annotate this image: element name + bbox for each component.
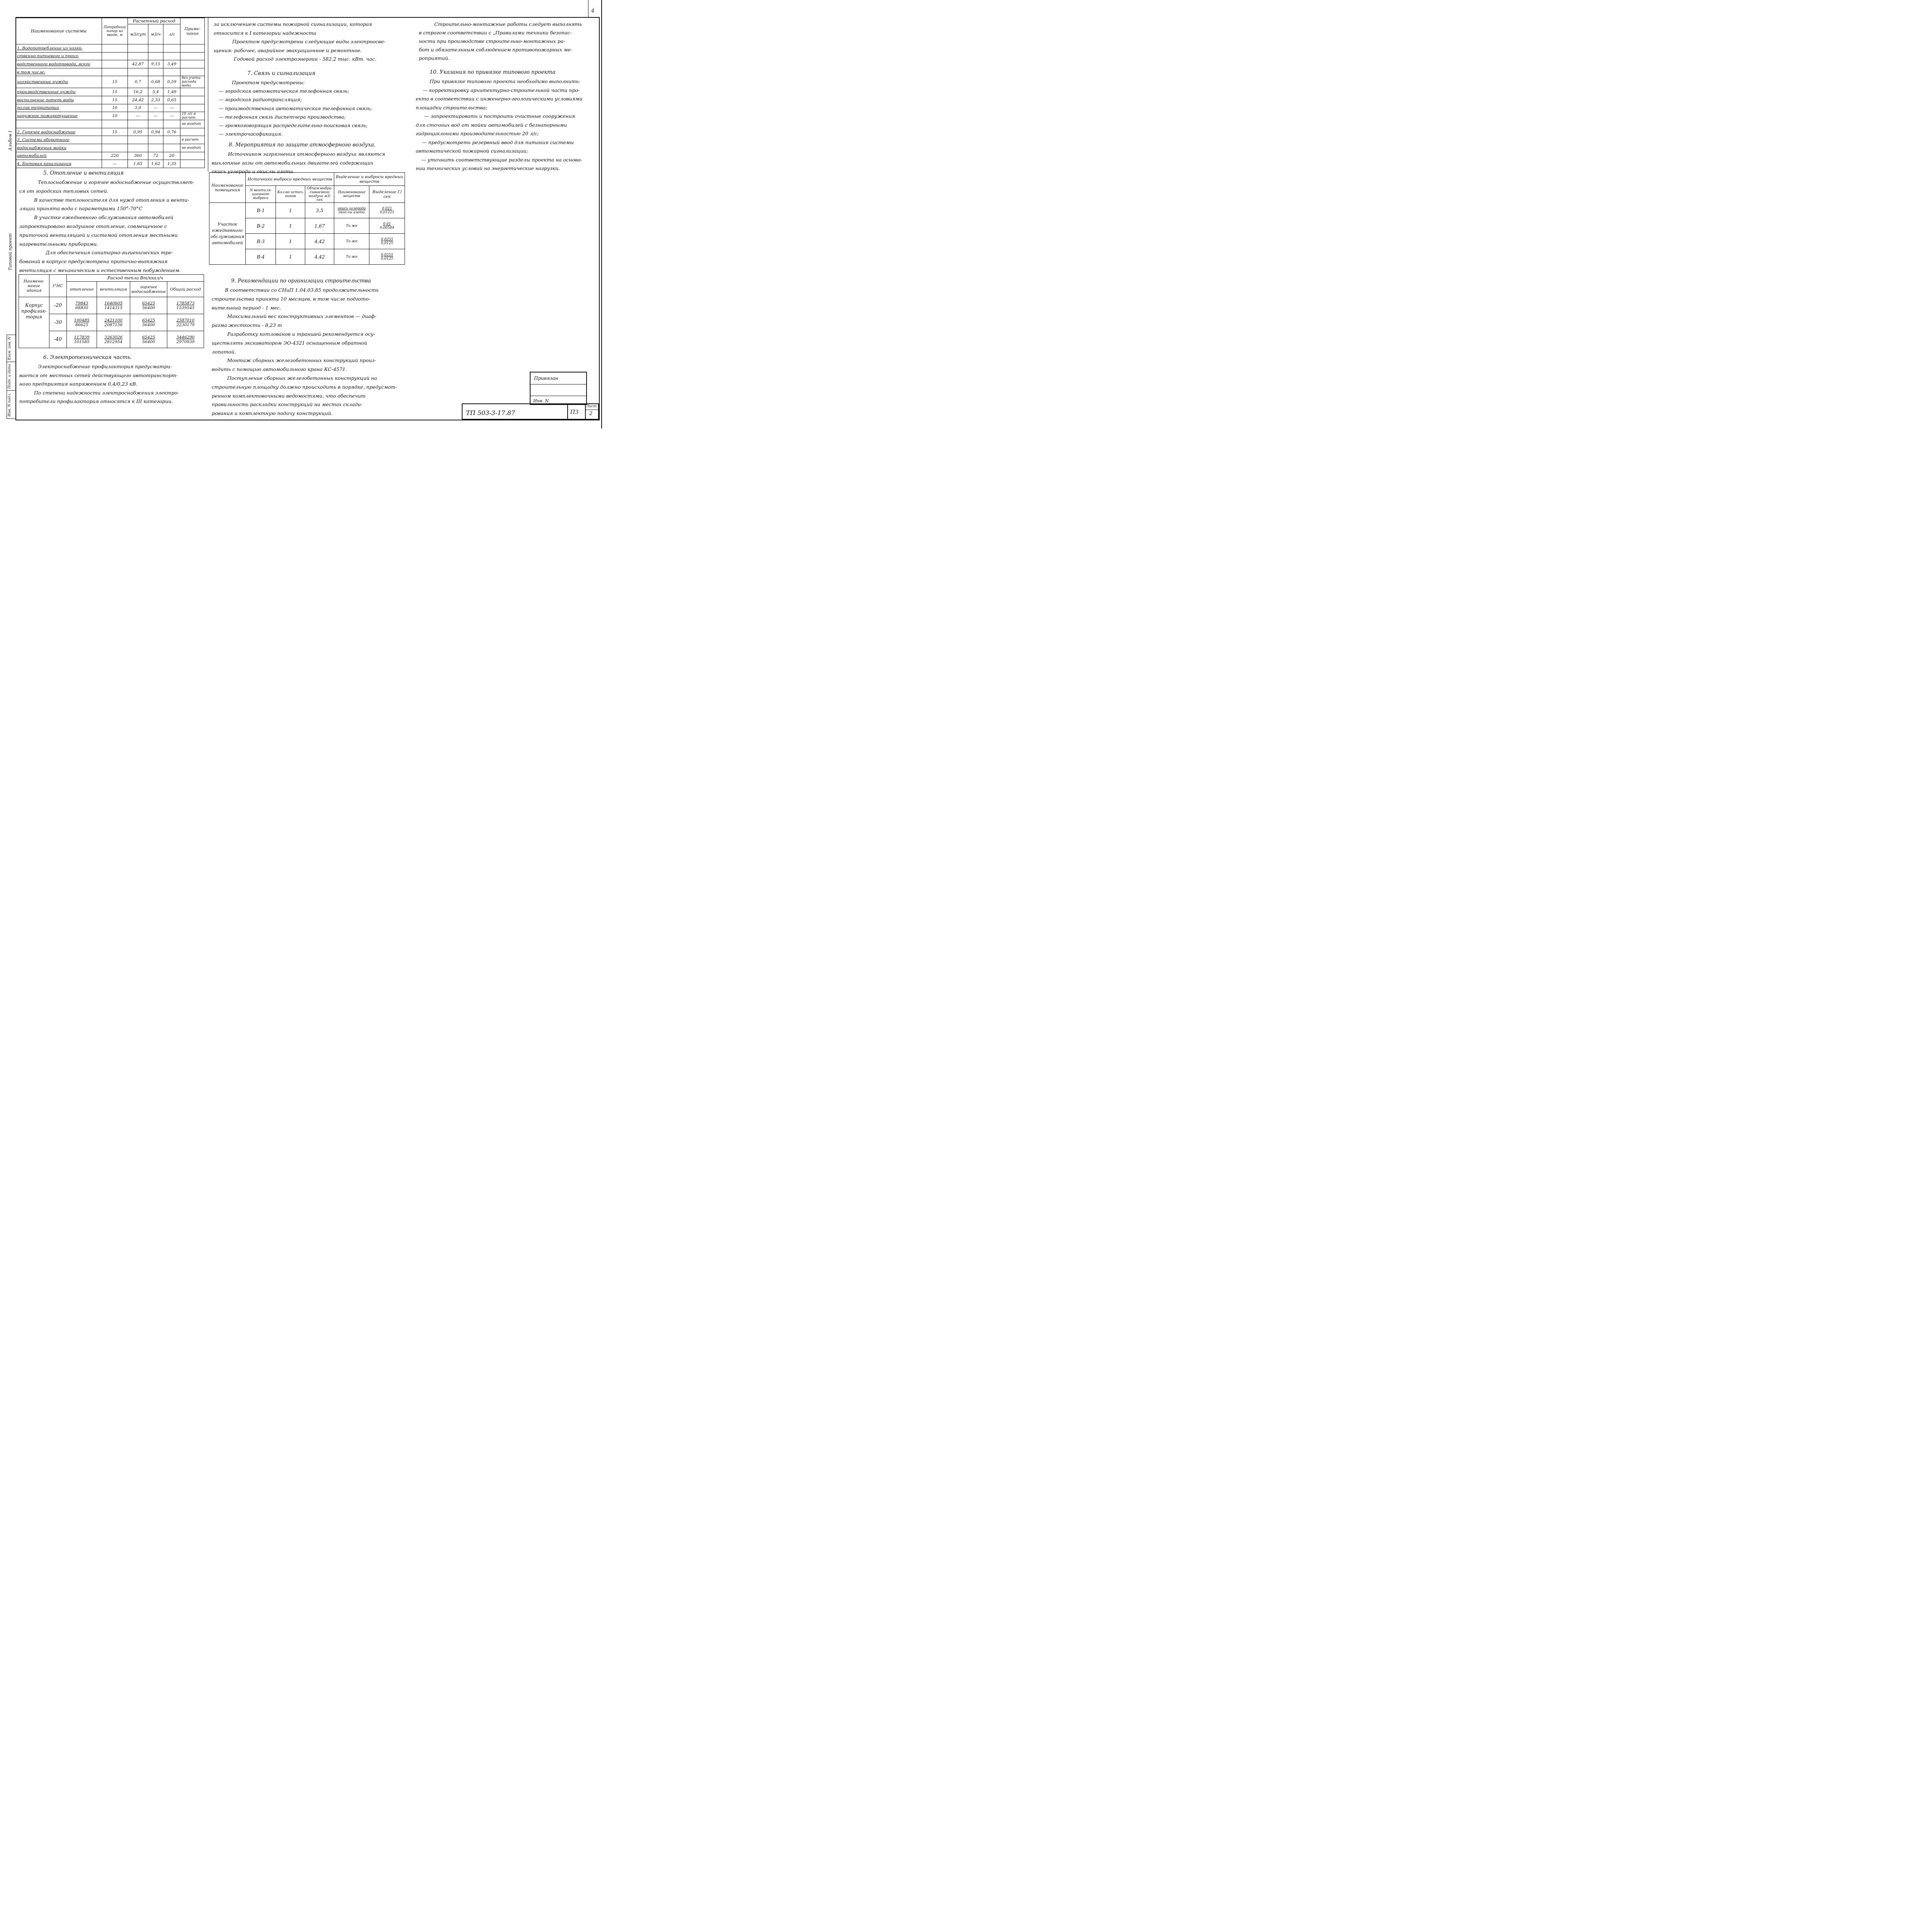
wt-cell-hour bbox=[148, 44, 163, 53]
ht-value-lower: 101585 bbox=[74, 339, 90, 344]
ht-cell-vent bbox=[97, 314, 130, 331]
at-cell-qty: 1 bbox=[276, 234, 305, 249]
table-row bbox=[16, 152, 205, 160]
table-row bbox=[16, 128, 205, 136]
s9-line: рования и комплектную подачу конструкций. bbox=[212, 410, 333, 417]
ht-cell-hot bbox=[130, 331, 167, 348]
at-cell-vol: 4,42 bbox=[305, 234, 334, 249]
wt-cell-head: 15 bbox=[102, 88, 128, 96]
wt-cell-name: наружное пожаротушение bbox=[16, 112, 102, 120]
s10-line: — предусмотреть резервный ввод для питания системы bbox=[422, 139, 574, 145]
wt-cell-note: без учета расхода воды bbox=[180, 76, 205, 88]
wt-cell-hour: 0,94 bbox=[148, 128, 163, 136]
wt-header-name: Наименование системы bbox=[16, 18, 102, 44]
wt-header-flow: Расчетный расход bbox=[128, 18, 180, 24]
at-rate-value: 0,0255 bbox=[381, 253, 393, 257]
at-cell-qty: 1 bbox=[276, 203, 305, 218]
wt-cell-name: в том числе: bbox=[16, 68, 102, 76]
table-row bbox=[16, 160, 205, 168]
s9-line: Поступление сборных железобетонных конструкций на bbox=[227, 375, 377, 381]
sheet-number: 2 bbox=[589, 411, 593, 417]
s7-line: — городская автоматическая телефонная связь; bbox=[219, 88, 349, 94]
wt-cell-name: водоснабжения мойки bbox=[16, 144, 102, 152]
s8-line: Источником загрязнения атмосферного воздуха являются bbox=[228, 151, 385, 157]
wt-header-note: Приме- чание bbox=[180, 18, 205, 44]
s10-line: — уточнить соответствующие разделы проекта на основа- bbox=[421, 156, 582, 163]
ht-cell-vent bbox=[97, 331, 130, 348]
at-header-num: N вентиля- ционного выброса bbox=[246, 186, 276, 203]
s9-line: Монтаж сборных железобетонных конструкций произ- bbox=[227, 357, 376, 364]
s9-line: правильность раскладки конструкций на местах склади- bbox=[212, 401, 363, 408]
s10-line: для сточных вод от мойки автомобилей с безнапорными bbox=[416, 122, 567, 128]
wt-cell-sec: 0,65 bbox=[163, 96, 180, 104]
wt-cell-head bbox=[102, 120, 128, 128]
wt-cell-name bbox=[16, 120, 102, 128]
ht-cell-heat bbox=[67, 314, 97, 331]
wt-cell-head bbox=[102, 52, 128, 60]
s7-line: — громкоговорящая распределительно-поисковая связь; bbox=[219, 122, 368, 128]
s10-line: — корректировку архитектурно-строительной части про- bbox=[423, 87, 580, 93]
table-row bbox=[16, 68, 205, 76]
wt-cell-hour bbox=[148, 144, 163, 152]
stamp-sign-date: Подп. и дата bbox=[8, 364, 12, 389]
c2top-line: относится к I категории надежности bbox=[214, 30, 316, 36]
wt-cell-sec: 0,76 bbox=[163, 128, 180, 136]
s9-line: Разработку котлованов и траншей рекомендуется осу- bbox=[227, 331, 375, 337]
wt-cell-name: восполнение потерь воды bbox=[16, 96, 102, 104]
wt-cell-note bbox=[180, 52, 205, 60]
wt-cell-sec: 0,59 bbox=[163, 76, 180, 88]
wt-cell-note bbox=[180, 160, 205, 168]
ht-header-name: Наимено- вание здания bbox=[19, 275, 49, 297]
table-row bbox=[16, 76, 205, 88]
ht-cell-t: -40 bbox=[49, 331, 66, 348]
at-cell-subst bbox=[334, 203, 369, 218]
margin-album: Альбом I bbox=[8, 131, 13, 151]
wt-cell-sec: — bbox=[163, 104, 180, 112]
wt-cell-name: водственного водопровода, всего bbox=[16, 60, 102, 68]
wt-cell-sec: — bbox=[163, 112, 180, 120]
at-header-qty: Кол-во источ- ников bbox=[276, 186, 305, 203]
stamp-replace-inv: Взам. инв. N bbox=[8, 337, 12, 360]
wt-cell-head bbox=[102, 44, 128, 53]
s7-title: 7. Связь и сигнализация bbox=[247, 70, 316, 77]
s5-line: нагревательными приборами. bbox=[19, 241, 99, 247]
ht-value-upper: 3446290 bbox=[176, 335, 195, 340]
wt-cell-day: 16,2 bbox=[128, 88, 148, 96]
doc-section: ПЗ bbox=[570, 409, 578, 415]
at-cell-subst bbox=[334, 234, 369, 249]
ht-value-upper: 79843 bbox=[75, 301, 88, 306]
wt-header-m3day: м3/сут bbox=[128, 24, 148, 44]
table-row bbox=[16, 52, 205, 60]
wt-cell-hour: 5,4 bbox=[148, 88, 163, 96]
at-subst-name: То же bbox=[346, 239, 358, 243]
wt-cell-name: ственно-питьевого и произ- bbox=[16, 52, 102, 60]
wt-cell-day: 1,65 bbox=[128, 160, 148, 168]
s10-line: площадки строительства; bbox=[416, 104, 488, 111]
s6-title: 6. Электротехническая часть. bbox=[43, 354, 132, 361]
wt-header-head: Потребный напор на вводе, м bbox=[102, 18, 128, 44]
wt-cell-sec bbox=[163, 68, 180, 76]
wt-cell-sec bbox=[163, 52, 180, 60]
ht-cell-total bbox=[167, 297, 204, 314]
s10-line: екта в соответствии с инженерно-геологическими условиями bbox=[416, 96, 583, 102]
wt-cell-day bbox=[128, 68, 148, 76]
at-header-subst: Наименование веществ bbox=[334, 186, 369, 203]
c2top-line: за исключением системы пожарной сигнализации, которая bbox=[214, 21, 372, 27]
at-header-rate: Выделение Г/сек bbox=[369, 186, 405, 203]
ht-value-upper: 1785873 bbox=[176, 301, 195, 306]
ht-value-upper: 65425 bbox=[142, 301, 155, 306]
s5-line: ся от городских тепловых сетей. bbox=[19, 188, 109, 194]
wt-cell-hour: — bbox=[148, 104, 163, 112]
water-table bbox=[15, 18, 205, 168]
wt-cell-head: 15 bbox=[102, 128, 128, 136]
heat-table bbox=[19, 274, 204, 348]
wt-cell-sec: 20 bbox=[163, 152, 180, 160]
ht-value-lower: 2087156 bbox=[104, 322, 123, 327]
s7-line: — электрочасофикация. bbox=[219, 131, 283, 137]
wt-cell-name: автомобилей bbox=[16, 152, 102, 160]
wt-cell-sec bbox=[163, 144, 180, 152]
s5-title: 5. Отопление и вентиляция bbox=[43, 170, 124, 176]
s10-line: — запроектировать и построить очистные сооружения bbox=[424, 113, 575, 119]
c3top-line: в строгом соответствии с „Правилами техники безопас- bbox=[419, 30, 572, 36]
ht-header-hot: горячее водоснабжение bbox=[130, 282, 167, 297]
at-rate-value: 0,00584 bbox=[380, 226, 395, 230]
s6-line: вается от местных сетей действующего автотранспорт- bbox=[19, 372, 178, 378]
wt-cell-note bbox=[180, 68, 205, 76]
s7-line: Проектом предусмотрены: bbox=[232, 80, 305, 85]
at-subst-name: То же bbox=[346, 224, 358, 228]
at-cell-rate bbox=[369, 203, 405, 218]
s7-line: — производственная автоматическая телефонная связь; bbox=[219, 105, 372, 111]
ht-header-total: Общий расход bbox=[167, 282, 204, 297]
ht-value-lower: 1539545 bbox=[176, 305, 195, 310]
at-cell-subst bbox=[334, 249, 369, 265]
s10-line: гидроциклонами производительностью 20 л/с; bbox=[416, 131, 539, 136]
ht-header-flow: Расход тепла Вт/ккал/ч bbox=[67, 275, 204, 282]
table-row bbox=[19, 297, 204, 314]
wt-cell-name: 2. Горячее водоснабжение bbox=[16, 128, 102, 136]
at-subst-name: То же bbox=[346, 255, 358, 259]
at-cell-num: В-2 bbox=[246, 218, 276, 234]
s9-line: строительства принята 10 месяцев, в том числе подгото- bbox=[212, 296, 371, 302]
s5-line: В качестве теплоносителя для нужд отопления и венти- bbox=[34, 197, 189, 203]
at-subst-name: окись углерода bbox=[338, 206, 366, 211]
ht-cell-heat bbox=[67, 331, 97, 348]
at-cell-vol: 1,67 bbox=[305, 218, 334, 234]
s6-line: ного предприятия напряжением 0,4/0,23 кВ. bbox=[19, 381, 138, 387]
corner-number: 4 bbox=[591, 8, 595, 14]
air-table bbox=[209, 172, 405, 265]
margin-type-project: Типовой проект bbox=[8, 233, 13, 270]
at-cell-subst bbox=[334, 218, 369, 234]
s5-line: бований в корпусе предусмотрена приточно-вытяжная bbox=[19, 259, 168, 265]
bound-label: Привязан bbox=[534, 376, 558, 381]
ht-cell-total bbox=[167, 331, 204, 348]
wt-cell-note: 10 л/с в расчет bbox=[180, 112, 205, 120]
s9-title: 9. Рекомендации по организации строительства bbox=[231, 278, 371, 284]
s9-line: ществлять экскаватором ЭО-4321 оснащенным обратной bbox=[212, 340, 367, 346]
wt-cell-sec bbox=[163, 136, 180, 144]
document-page bbox=[0, 0, 604, 429]
ht-value-lower: 56400 bbox=[142, 305, 155, 310]
wt-cell-hour bbox=[148, 136, 163, 144]
s9-line: вительный период - 1 мес. bbox=[212, 304, 281, 311]
at-cell-num: В-1 bbox=[246, 203, 276, 218]
wt-cell-day: 24,42 bbox=[128, 96, 148, 104]
ht-cell-t: -30 bbox=[49, 314, 66, 331]
wt-header-m3h: м3/ч bbox=[148, 24, 163, 44]
wt-cell-sec: 1,35 bbox=[163, 160, 180, 168]
wt-cell-day: 0,7 bbox=[128, 76, 148, 88]
ht-header-heat: отопление bbox=[67, 282, 97, 297]
wt-cell-note bbox=[180, 128, 205, 136]
c3top-line: ности при производстве строительно-монтажных ра- bbox=[419, 38, 565, 44]
wt-cell-hour: 1,62 bbox=[148, 160, 163, 168]
s6-line: Электроснабжение профилактория предусматри- bbox=[38, 364, 172, 369]
at-rate-value: 0,01225 bbox=[380, 210, 395, 214]
table-row bbox=[16, 44, 205, 53]
at-rate-value: 0,0125 bbox=[381, 257, 393, 261]
c2top-line: щения: рабочее, аварийное эвакуационное и ремонтное. bbox=[214, 47, 362, 53]
right-edge-line bbox=[601, 0, 602, 429]
at-header-sources: Источники выброса вредных веществ bbox=[246, 173, 334, 186]
wt-cell-name: 3. Система оборотного bbox=[16, 136, 102, 144]
wt-cell-head: 10 bbox=[102, 112, 128, 120]
doc-code: ТП 503-3-17.87 bbox=[466, 409, 515, 417]
wt-cell-hour bbox=[148, 120, 163, 128]
ht-value-lower: 56400 bbox=[142, 339, 155, 344]
wt-cell-head bbox=[102, 60, 128, 68]
ht-cell-heat bbox=[67, 297, 97, 314]
sheet-label: Лист bbox=[586, 405, 597, 408]
at-cell-qty: 1 bbox=[276, 249, 305, 265]
wt-cell-hour: 2,33 bbox=[148, 96, 163, 104]
ht-header-t: t°НС bbox=[49, 275, 66, 297]
table-row bbox=[16, 60, 205, 68]
wt-cell-note: не входит bbox=[180, 120, 205, 128]
ht-cell-total bbox=[167, 314, 204, 331]
stamp-inv-orig: Инв. N подл. bbox=[8, 393, 12, 417]
s8-line: окись углерода и окислы азота. bbox=[212, 168, 294, 174]
ht-value-upper: 65425 bbox=[142, 335, 155, 340]
s10-line: автоматической пожарной сигнализации; bbox=[416, 148, 528, 154]
wt-cell-day: 3,0 bbox=[128, 104, 148, 112]
s10-line: нии технических условий на энергетические нагрузки. bbox=[416, 165, 560, 171]
at-rate-value: 0,0125 bbox=[381, 241, 393, 245]
at-subst-name: окислы азота bbox=[338, 210, 365, 214]
table-row bbox=[16, 112, 205, 120]
at-cell-vol: 4,42 bbox=[305, 249, 334, 265]
s9-line: водить с помощью автомобильного крана КС-4571. bbox=[212, 366, 347, 372]
wt-cell-name: хозяйственные нужды bbox=[16, 76, 102, 88]
wt-cell-note bbox=[180, 104, 205, 112]
table-row bbox=[209, 203, 405, 218]
table-row bbox=[16, 104, 205, 112]
wt-cell-day: 0,95 bbox=[128, 128, 148, 136]
ht-header-vent: вентиляция bbox=[97, 282, 130, 297]
ht-cell-hot bbox=[130, 297, 167, 314]
at-cell-rate bbox=[369, 234, 405, 249]
wt-cell-note bbox=[180, 96, 205, 104]
wt-cell-day bbox=[128, 44, 148, 53]
at-cell-qty: 1 bbox=[276, 218, 305, 234]
wt-cell-day: — bbox=[128, 112, 148, 120]
ht-value-upper: 117839 bbox=[74, 335, 90, 340]
s9-line: Максимальный вес конструктивных элементов — диаф- bbox=[227, 313, 376, 320]
at-room: Участок ежедневного обслуживания автомобилей bbox=[209, 203, 246, 265]
at-header-emis: Выделение и выбросы вредных веществ bbox=[334, 173, 405, 186]
inv-label: Инв. N bbox=[533, 398, 549, 403]
wt-cell-head: 15 bbox=[102, 96, 128, 104]
wt-cell-hour: 0,68 bbox=[148, 76, 163, 88]
wt-cell-hour bbox=[148, 68, 163, 76]
s8-line: выхлопные газы от автомобильных двигателей содержащих bbox=[212, 160, 374, 166]
wt-cell-day: 42,87 bbox=[128, 60, 148, 68]
at-cell-rate bbox=[369, 249, 405, 265]
at-cell-rate bbox=[369, 218, 405, 234]
wt-cell-hour: 72 bbox=[148, 152, 163, 160]
wt-cell-note: в расчет bbox=[180, 136, 205, 144]
wt-cell-day bbox=[128, 136, 148, 144]
s5-line: приточной вентиляцией и системой отопления местными bbox=[19, 232, 178, 238]
ht-value-lower: 2970939 bbox=[176, 339, 195, 344]
ht-value-upper: 100485 bbox=[74, 318, 90, 323]
wt-header-ls: л/с bbox=[163, 24, 180, 44]
s8-title: 8. Мероприятия по защите атмосферного воздуха. bbox=[229, 142, 376, 148]
s5-line: В участке ежедневного обслуживания автомобилей bbox=[34, 214, 173, 221]
table-row bbox=[16, 120, 205, 128]
s7-line: — телефонная связь диспетчера производства; bbox=[219, 114, 346, 120]
ht-cell-t: -20 bbox=[49, 297, 66, 314]
wt-cell-head: — bbox=[102, 160, 128, 168]
wt-cell-head bbox=[102, 144, 128, 152]
wt-cell-day bbox=[128, 52, 148, 60]
ht-value-lower: 2812954 bbox=[104, 339, 123, 344]
wt-cell-name: 4. Бытовая канализация bbox=[16, 160, 102, 168]
wt-cell-hour: — bbox=[148, 112, 163, 120]
s10-title: 10. Указания по привязке типового проекта bbox=[430, 69, 556, 75]
at-rate-value: 0,01 bbox=[383, 222, 391, 226]
at-cell-num: В-3 bbox=[246, 234, 276, 249]
ht-value-lower: 2230179 bbox=[176, 322, 195, 327]
ht-building: Корпус профилак- тория bbox=[19, 297, 49, 348]
ht-value-lower: 86625 bbox=[75, 322, 88, 327]
ht-cell-hot bbox=[130, 314, 167, 331]
table-row bbox=[16, 136, 205, 144]
wt-cell-note bbox=[180, 88, 205, 96]
ht-value-upper: 2587010 bbox=[176, 318, 195, 323]
wt-cell-note bbox=[180, 152, 205, 160]
table-row bbox=[16, 96, 205, 104]
c3top-line: бот и обязательным соблюдением противопожарных ме- bbox=[419, 47, 572, 53]
ht-value-upper: 1640605 bbox=[104, 301, 123, 306]
ht-cell-vent bbox=[97, 297, 130, 314]
wt-cell-day: 360 bbox=[128, 152, 148, 160]
wt-cell-head bbox=[102, 136, 128, 144]
table-row bbox=[16, 88, 205, 96]
at-rate-value: 0,021 bbox=[382, 206, 392, 211]
ht-value-upper: 3263026 bbox=[104, 335, 123, 340]
at-cell-num: В-4 bbox=[246, 249, 276, 265]
wt-cell-hour: 9,15 bbox=[148, 60, 163, 68]
s9-line: строительную площадку должно происходить в порядке, предусмот- bbox=[212, 384, 397, 390]
wt-cell-name: полив территории bbox=[16, 104, 102, 112]
s9-line: лопатой. bbox=[212, 349, 236, 355]
c3top-line: роприятий. bbox=[419, 55, 450, 61]
at-header-vol: Объем выбра- сываемого воздуха м3/сек bbox=[305, 186, 334, 203]
ht-value-upper: 2421100 bbox=[104, 318, 123, 323]
wt-cell-sec: 1,49 bbox=[163, 88, 180, 96]
wt-cell-sec bbox=[163, 120, 180, 128]
s5-line: ляции принята вода с параметрами 150°-70°С bbox=[19, 206, 143, 212]
s7-line: — городская радиотрансляция; bbox=[219, 97, 302, 103]
at-cell-vol: 3,5 bbox=[305, 203, 334, 218]
wt-cell-hour bbox=[148, 52, 163, 60]
at-header-room: Наименование помещения bbox=[209, 173, 246, 203]
wt-cell-head bbox=[102, 68, 128, 76]
wt-cell-head: 15 bbox=[102, 76, 128, 88]
s9-line: рагма жесткости - 8,23 т bbox=[212, 322, 282, 328]
wt-cell-day bbox=[128, 144, 148, 152]
wt-cell-name: производственные нужды bbox=[16, 88, 102, 96]
ht-value-lower: 68830 bbox=[75, 305, 88, 310]
c2top-line: Годовой расход электроэнергии - 582,2 тыс. кВт. час. bbox=[234, 56, 376, 62]
c2top-line: Проектом предусмотрены следующие виды электроосве- bbox=[232, 39, 386, 44]
s10-line: При привязке типового проекта необходимо выполнить: bbox=[430, 78, 580, 84]
s6-line: По степени надежности электроснабжения электро- bbox=[34, 389, 179, 396]
wt-cell-sec bbox=[163, 44, 180, 53]
s5-line: запроектировано воздушное отопление, совмещенное с bbox=[19, 223, 167, 229]
wt-cell-day bbox=[128, 120, 148, 128]
wt-cell-note bbox=[180, 44, 205, 53]
ht-value-lower: 56400 bbox=[142, 322, 155, 327]
s5-line: Для обеспечения санитарно-гигиенических тре- bbox=[46, 250, 173, 256]
at-rate-value: 0,0255 bbox=[381, 237, 393, 242]
wt-cell-note bbox=[180, 60, 205, 68]
wt-cell-note: не входит bbox=[180, 144, 205, 152]
ht-value-lower: 1414315 bbox=[104, 305, 123, 310]
s9-line: В соответствии со СНиП 1.04.03.85 продолжительность bbox=[225, 287, 379, 293]
wt-cell-name: 1. Водопотребление из хозяй- bbox=[16, 44, 102, 53]
wt-cell-head: 10 bbox=[102, 104, 128, 112]
c3top-line: Строительно-монтажные работы следует выполнять bbox=[434, 21, 582, 27]
wt-cell-head: 220 bbox=[102, 152, 128, 160]
s5-line: вентиляция с механическим и естественным побуждением. bbox=[19, 267, 181, 273]
ht-value-upper: 65425 bbox=[142, 318, 155, 323]
wt-cell-sec: 3,49 bbox=[163, 60, 180, 68]
s9-line: ренном комплектовочными ведомостями, что обеспечит bbox=[212, 393, 366, 399]
s6-line: потребители профилактория относятся к III категории. bbox=[19, 398, 173, 404]
s5-line: Теплоснабжение и горячее водоснабжение осуществляет- bbox=[38, 179, 194, 185]
table-row bbox=[16, 144, 205, 152]
